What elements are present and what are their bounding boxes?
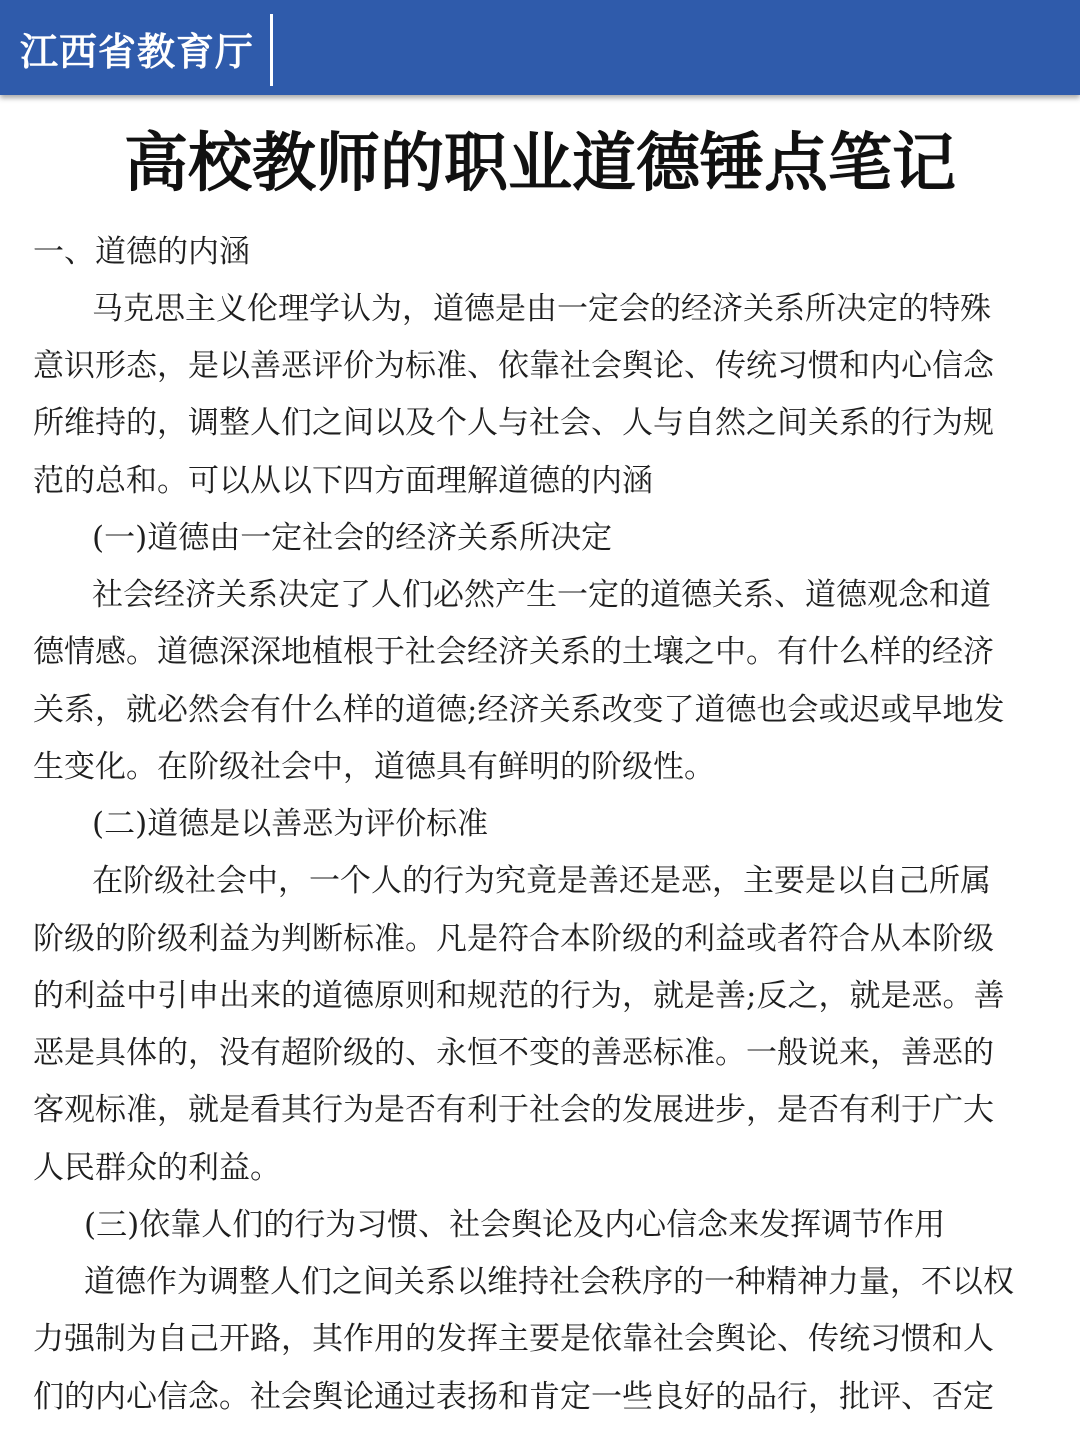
paragraph-line: 力强制为自己开路，其作用的发挥主要是依靠社会舆论、传统习惯和人 xyxy=(33,1321,994,1357)
subsection-heading: (三)依靠人们的行为习惯、社会舆论及内心信念来发挥调节作用 xyxy=(84,1207,946,1243)
paragraph-line: 意识形态，是以善恶评价为标准、依靠社会舆论、传统习惯和内心信念 xyxy=(33,348,994,384)
paragraph-line: 在阶级社会中，一个人的行为究竟是善还是恶，主要是以自己所属 xyxy=(92,863,991,899)
paragraph-line: 社会经济关系决定了人们必然产生一定的道德关系、道德观念和道 xyxy=(92,577,991,613)
paragraph-line: 德情感。道德深深地植根于社会经济关系的土壤之中。有什么样的经济 xyxy=(33,634,994,670)
paragraph-line: 的利益中引申出来的道德原则和规范的行为，就是善;反之，就是恶。善 xyxy=(33,978,1005,1014)
paragraph-line: 们的内心信念。社会舆论通过表扬和肯定一些良好的品行，批评、否定 xyxy=(33,1379,994,1415)
paragraph-line: 道德作为调整人们之间关系以维持社会秩序的一种精神力量，不以权 xyxy=(84,1264,1014,1300)
paragraph-line: 客观标准，就是看其行为是否有利于社会的发展进步，是否有利于广大 xyxy=(33,1092,994,1128)
paragraph-line: 关系，就必然会有什么样的道德;经济关系改变了道德也会或迟或早地发 xyxy=(33,692,1005,728)
document-title: 高校教师的职业道德锤点笔记 xyxy=(124,126,956,201)
paragraph-line: 所维持的，调整人们之间以及个人与社会、人与自然之间关系的行为规 xyxy=(33,405,994,441)
subsection-heading: (一)道德由一定社会的经济关系所决定 xyxy=(92,520,613,556)
subsection-heading: (二)道德是以善恶为评价标准 xyxy=(92,806,489,842)
paragraph-line: 恶是具体的，没有超阶级的、永恒不变的善恶标准。一般说来，善恶的 xyxy=(33,1035,994,1071)
section-heading: 一、道德的内涵 xyxy=(33,234,250,270)
org-name: 江西省教育厅 xyxy=(20,30,255,74)
header-bar xyxy=(0,0,1080,95)
paragraph-line: 人民群众的利益。 xyxy=(33,1150,281,1186)
header-divider xyxy=(270,14,273,86)
paragraph-line: 生变化。在阶级社会中，道德具有鲜明的阶级性。 xyxy=(33,749,715,785)
paragraph-line: 阶级的阶级利益为判断标准。凡是符合本阶级的利益或者符合从本阶级 xyxy=(33,921,994,957)
paragraph-line: 范的总和。可以从以下四方面理解道德的内涵 xyxy=(33,463,653,499)
paragraph-line: 马克思主义伦理学认为，道德是由一定会的经济关系所决定的特殊 xyxy=(92,291,991,327)
